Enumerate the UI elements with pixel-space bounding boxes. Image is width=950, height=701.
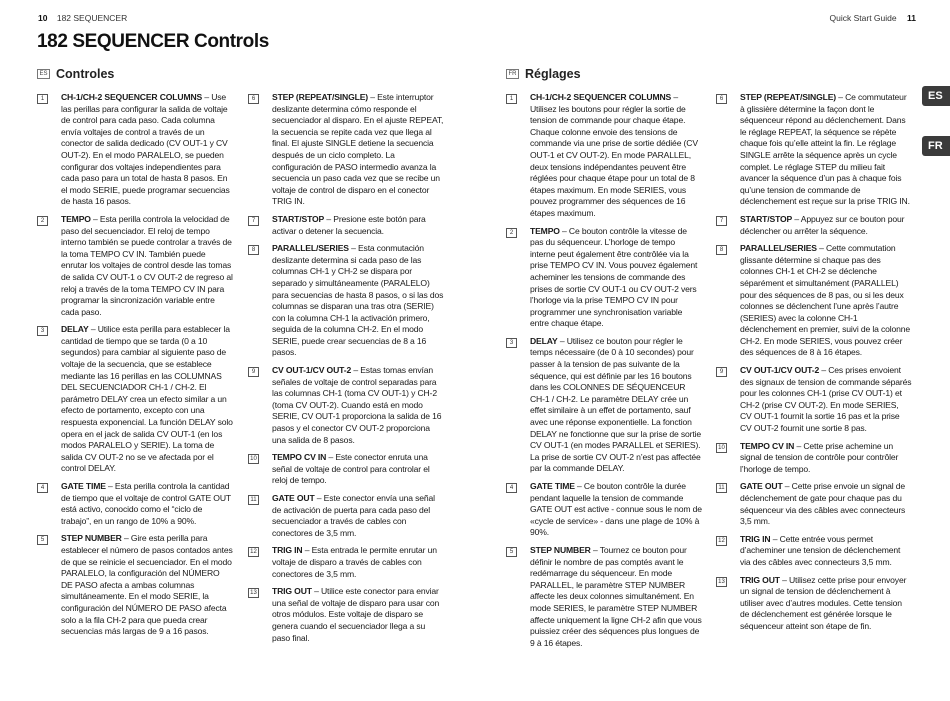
- header-title-right: Quick Start Guide: [829, 13, 897, 23]
- control-description: – Use las perillas para configurar la salida de voltaje de control para cada paso. Cada columna envía voltajes de control a través de un conector de salida dedicado (CV OUT-1 y CV OUT-2). En el modo PARALELO, se pueden configurar dos voltajes independientes para cada paso para un total de hasta 8 pasos. En el modo SERIE, puede programar secuencias de hasta 16 pasos.: [61, 92, 230, 207]
- control-description: – Cette commutation glissante détermine si chaque pas des colonnes CH-1 et CH-2 se déclenche séparément et simultanément (PARALLEL) pour des séquences de 8 pas, ou si les deux colonnes se déclenchent l’une après l’autre (SERIES) avec la colonne CH-1 déclenchement en premier, suivi de la colonne CH-2. En mode SERIES, vous pouvez créer des séquences de 8 à 16 étapes.: [740, 243, 911, 358]
- control-name: START/STOP: [740, 213, 793, 224]
- control-name: PARALLEL/SERIES: [272, 243, 349, 254]
- control-item: [248, 214, 444, 237]
- item-number-box: 11: [248, 495, 259, 505]
- item-number-box: 5: [37, 535, 48, 545]
- fr-column-2: [716, 92, 912, 639]
- item-description: [272, 493, 444, 539]
- item-number-box: 6: [248, 94, 259, 104]
- item-number-box: 1: [37, 94, 48, 104]
- control-description: – Tournez ce bouton pour définir le nombre de pas comptés avant le redémarrage du séquenceur. En mode PARALLEL, le paramètre STEP NUMBER affecte les deux colonnes simultanément. En mode SERIES, le paramètre STEP NUMBER affecte uniquement la ligne CH-2 afin que vous puissiez créer des séquences plus longues de 9 à 16 étapes.: [530, 544, 702, 648]
- control-item: [248, 452, 444, 487]
- item-description: [740, 534, 912, 569]
- control-name: DELAY: [61, 324, 89, 335]
- control-description: – Ce bouton contrôle la durée pendant laquelle la tension de commande GATE OUT est active - connue sous le nom de «cycle de service» - dans une plage de 10% à 90%.: [530, 481, 702, 538]
- control-item: [248, 92, 444, 208]
- control-name: CH-1/CH-2 SEQUENCER COLUMNS: [61, 92, 203, 102]
- control-description: – Utilisez les boutons pour régler la sortie de tension de commande pour chaque étape. Chaque colonne envoie des tensions de commande via une prise de sortie dédiée (CV OUT-1 et CV OUT-2). En mode PARALLEL, deux tensions indépendantes peuvent être réglées pour chaque étape pour un total de 8 étapes maximum. En mode SERIES, vous pouvez programmer des séquences de 16 étapes maximum.: [530, 92, 698, 218]
- control-description: – Ces prises envoient des signaux de tension de commande séparés pour les colonnes CH-1 (prise CV OUT-1) et CH-2 (prise CV OUT-2). En mode SERIES, CV OUT-1 fournit la sortie 16 pas et la prise CV OUT-2 fournit une sortie 8 pas.: [740, 365, 912, 434]
- control-item: [506, 481, 702, 539]
- page-title: 182 SEQUENCER Controls: [37, 31, 269, 52]
- item-number-box: 3: [506, 338, 517, 348]
- item-description: [272, 586, 444, 644]
- item-number-box: 12: [716, 536, 727, 546]
- control-item: [37, 324, 233, 475]
- control-name: STEP NUMBER: [530, 544, 591, 555]
- item-number-box: 13: [716, 577, 727, 587]
- section-heading-fr: [506, 67, 581, 81]
- control-name: GATE OUT: [740, 481, 783, 492]
- item-description: [740, 243, 912, 359]
- control-item: [716, 92, 912, 208]
- control-name: TEMPO CV IN: [740, 440, 795, 451]
- item-number-box: 1: [506, 94, 517, 104]
- item-description: [740, 365, 912, 435]
- page-number-left: 10: [38, 13, 48, 23]
- item-number-box: 8: [248, 245, 259, 255]
- control-description: – Cette prise envoie un signal de déclenchement de gate pour chaque pas du séquenceur via des câbles avec connecteurs 3,5 mm.: [740, 481, 906, 527]
- item-description: [272, 452, 444, 487]
- control-description: – Cette prise achemine un signal de tension de contrôle pour contrôler l’horloge de tempo.: [740, 440, 899, 474]
- control-item: [506, 545, 702, 649]
- item-number-box: 2: [37, 216, 48, 226]
- control-item: [248, 493, 444, 539]
- control-item: [506, 92, 702, 220]
- control-item: [37, 214, 233, 318]
- item-description: [272, 214, 444, 237]
- item-description: [61, 324, 233, 475]
- control-description: – Este conector envía una señal de activación de puerta para cada paso del secuenciador a través de cables con conectores de 3,5 mm.: [272, 493, 435, 538]
- control-name: TEMPO: [61, 213, 91, 224]
- control-name: PARALLEL/SERIES: [740, 243, 817, 254]
- language-code-es: ES: [37, 69, 50, 79]
- page-header-right: [830, 13, 916, 23]
- control-description: – Este conector enruta una señal de voltaje de control para controlar el reloj de tempo.: [272, 452, 430, 486]
- item-number-box: 3: [37, 326, 48, 336]
- item-description: [530, 336, 702, 475]
- item-number-box: 9: [248, 367, 259, 377]
- control-description: – Utilice esta perilla para establecer la cantidad de tiempo que se tarda (0 a 10 segundos) para cambiar al siguiente paso de voltaje de la secuencia, que se establece mediante las 16 perillas en las COLUMNAS DEL SECUENCIADOR CH-1 / CH-2. El parámetro DELAY crea un efecto similar a un efecto de portamento, excepto con una respuesta exponencial. La función DELAY solo opera en el jack de salida CV OUT-1 (en los modos PARALELO y SERIE). La toma de salida CV OUT-2 no se ve afectada por el control DELAY.: [61, 324, 233, 474]
- item-description: [61, 533, 233, 637]
- control-name: CV OUT-1/CV OUT-2: [740, 365, 820, 376]
- control-name: STEP NUMBER: [61, 533, 122, 544]
- item-description: [61, 92, 233, 208]
- control-name: TRIG IN: [740, 533, 771, 544]
- item-number-box: 10: [716, 443, 727, 453]
- control-description: – Utilisez ce bouton pour régler le temps nécessaire (de 0 à 10 secondes) pour passer à la tension de pas suivante de la séquence, qui est définie par les 16 boutons dans les COLONNES DE SÉQUENCEUR CH-1 / CH-2. Le paramètre DELAY crée un effet similaire à un effet de portamento, sauf avec une réponse exponentielle. La fonction DELAY ne fonctionne que sur la prise de sortie CV OUT-1 (en modes PARALLEL et SERIES). La prise de sortie CV OUT-2 n’est pas affectée par la commande DELAY.: [530, 335, 701, 474]
- control-item: [716, 214, 912, 237]
- language-code-fr: FR: [506, 69, 519, 79]
- item-number-box: 11: [716, 483, 727, 493]
- item-description: [530, 481, 702, 539]
- item-number-box: 2: [506, 228, 517, 238]
- control-name: CH-1/CH-2 SEQUENCER COLUMNS: [530, 92, 672, 102]
- item-number-box: 6: [716, 94, 727, 104]
- control-description: – Esta perilla controla la cantidad de tiempo que el voltaje de control GATE OUT está activo, conocido como el “ciclo de trabajo”, en un rango de 10% a 90%.: [61, 481, 231, 526]
- control-description: – Ce commutateur à glissière détermine la façon dont le séquenceur répond au déclenchement. Dans le réglage REPEAT, la séquence se répète chaque fois qu’elle atteint la fin. Le réglage SINGLE arrête la séquence après un cycle complet. Le réglage STEP du milieu fait avancer la séquence d’un pas à chaque fois qu’une tension de commande de déclenchement est reçue sur la prise TRIG IN.: [740, 92, 910, 207]
- control-description: – Utilisez cette prise pour envoyer un signal de tension de déclenchement à utiliser avec d’autres modules. Cette tension de déclenchement est générée lorsque le séquenceur atteint son étape de fin.: [740, 574, 907, 631]
- item-description: [530, 545, 702, 649]
- language-tab-fr[interactable]: FR: [922, 136, 950, 156]
- item-description: [740, 92, 912, 208]
- control-name: GATE OUT: [272, 493, 315, 503]
- item-number-box: 10: [248, 454, 259, 464]
- control-item: [248, 365, 444, 446]
- item-description: [272, 365, 444, 446]
- control-name: GATE TIME: [530, 481, 575, 491]
- fr-column-1: [506, 92, 702, 655]
- item-description: [272, 92, 444, 208]
- control-description: – Estas tomas envían señales de voltaje de control separadas para las columnas CH-1 (toma CV OUT-1) y CH-2 (toma CV OUT-2). Cuando está en modo SERIE, CV OUT-1 proporciona la salida de 16 pasos y el conector CV OUT-2 proporciona una salida de 8 pasos.: [272, 365, 442, 445]
- control-item: [506, 336, 702, 475]
- item-number-box: 9: [716, 367, 727, 377]
- section-title-fr: Réglages: [525, 67, 581, 81]
- control-name: START/STOP: [272, 213, 325, 224]
- item-description: [272, 545, 444, 580]
- item-description: [61, 214, 233, 318]
- item-number-box: 7: [716, 216, 727, 226]
- control-item: [248, 243, 444, 359]
- item-description: [740, 214, 912, 237]
- item-number-box: 13: [248, 588, 259, 598]
- control-item: [716, 534, 912, 569]
- item-description: [530, 226, 702, 330]
- control-description: – Esta entrada le permite enrutar un voltaje de disparo a través de cables con conectores de 3,5 mm.: [272, 545, 437, 579]
- control-name: CV OUT-1/CV OUT-2: [272, 365, 352, 376]
- page-header-left: [38, 13, 127, 23]
- control-name: DELAY: [530, 335, 558, 346]
- control-item: [716, 481, 912, 527]
- control-name: STEP (REPEAT/SINGLE): [272, 92, 368, 102]
- header-title-left: 182 SEQUENCER: [56, 13, 128, 23]
- item-number-box: 7: [248, 216, 259, 226]
- control-name: TRIG IN: [272, 545, 303, 556]
- language-tab-es[interactable]: ES: [922, 86, 950, 106]
- control-description: – Gire esta perilla para establecer el número de pasos contados antes de que se reinicie el secuenciador. En el modo PARALELO, la configuración del NÚMERO DE PASO afecta a ambas columnas simultáneamente. En el modo SERIE, la configuración del NÚMERO DE PASO afecta solo a la fila CH-2 para que pueda crear secuencias más largas de 9 a 16 pasos.: [61, 533, 233, 637]
- control-name: TRIG OUT: [272, 586, 312, 597]
- control-item: [716, 365, 912, 435]
- control-item: [248, 545, 444, 580]
- item-number-box: 5: [506, 547, 517, 557]
- control-item: [716, 575, 912, 633]
- control-item: [716, 243, 912, 359]
- control-description: – Utilice este conector para enviar una señal de voltaje de disparo para usar con otros módulos. Este voltaje de disparo se genera cuando el secuenciador llega a su paso final.: [272, 586, 440, 643]
- control-item: [37, 92, 233, 208]
- control-name: TRIG OUT: [740, 574, 780, 585]
- item-number-box: 4: [506, 483, 517, 493]
- control-item: [37, 481, 233, 527]
- item-description: [740, 575, 912, 633]
- control-name: TEMPO: [530, 225, 560, 236]
- item-description: [740, 441, 912, 476]
- section-title-es: Controles: [56, 67, 115, 81]
- item-number-box: 8: [716, 245, 727, 255]
- control-name: STEP (REPEAT/SINGLE): [740, 92, 836, 102]
- control-item: [37, 533, 233, 637]
- item-description: [530, 92, 702, 220]
- control-description: – Este interruptor deslizante determina cómo responde el secuenciador al disparo. En el ajuste REPEAT, la secuencia se repite cada vez que llega al final. El ajuste SINGLE detiene la secuencia después de un ciclo completo. La configuración de PASO intermedio avanza la secuencia un paso cada vez que se recibe un voltaje de control de disparo en el conector TRIG IN.: [272, 92, 444, 207]
- control-name: GATE TIME: [61, 481, 106, 491]
- item-description: [61, 481, 233, 527]
- section-heading-es: [37, 67, 114, 81]
- item-number-box: 4: [37, 483, 48, 493]
- es-column-2: [248, 92, 444, 650]
- control-name: TEMPO CV IN: [272, 452, 327, 463]
- control-item: [506, 226, 702, 330]
- control-item: [716, 441, 912, 476]
- item-description: [272, 243, 444, 359]
- page-number-right: 11: [907, 13, 916, 23]
- control-description: – Presione este botón para activar o detener la secuencia.: [272, 213, 426, 236]
- item-description: [740, 481, 912, 527]
- control-description: – Appuyez sur ce bouton pour déclencher ou arrêter la séquence.: [740, 213, 905, 236]
- control-description: – Esta conmutación deslizante determina si cada paso de las columnas CH-1 y CH-2 se dispara por separado y simultáneamente (PARALELO) para secuencias de hasta 8 pasos, o si las dos columnas se disparan una tras otra (SERIE) con la columna CH-1 la activación primero, seguida de la columna CH-2. En el modo SERIE, puede crear secuencias de 8 a 16 pasos.: [272, 243, 444, 358]
- control-item: [248, 586, 444, 644]
- control-description: – Cette entrée vous permet d’acheminer une tension de déclenchement via des câbles avec connecteurs 3,5 mm.: [740, 533, 901, 567]
- control-description: – Ce bouton contrôle la vitesse de pas du séquenceur. L’horloge de tempo interne peut également être contrôlée via la prise TEMPO CV IN. Vous pouvez également acheminer les tensions de commande des prises de sortie CV OUT-1 ou CV OUT-2 vers l’horloge via la prise TEMPO CV IN pour programmer une synchronisation variable entre chaque étape.: [530, 225, 698, 329]
- item-number-box: 12: [248, 547, 259, 557]
- control-description: – Esta perilla controla la velocidad de paso del secuenciador. El reloj de tempo interno también se puede controlar a través de la toma TEMPO CV IN. También puede enrutar los voltajes de control desde las tomas de salida CV OUT-1 o CV OUT-2 de regreso al reloj a través de la toma TEMPO CV IN para programar la sincronización variable entre cada paso.: [61, 213, 233, 317]
- es-column-1: [37, 92, 233, 644]
